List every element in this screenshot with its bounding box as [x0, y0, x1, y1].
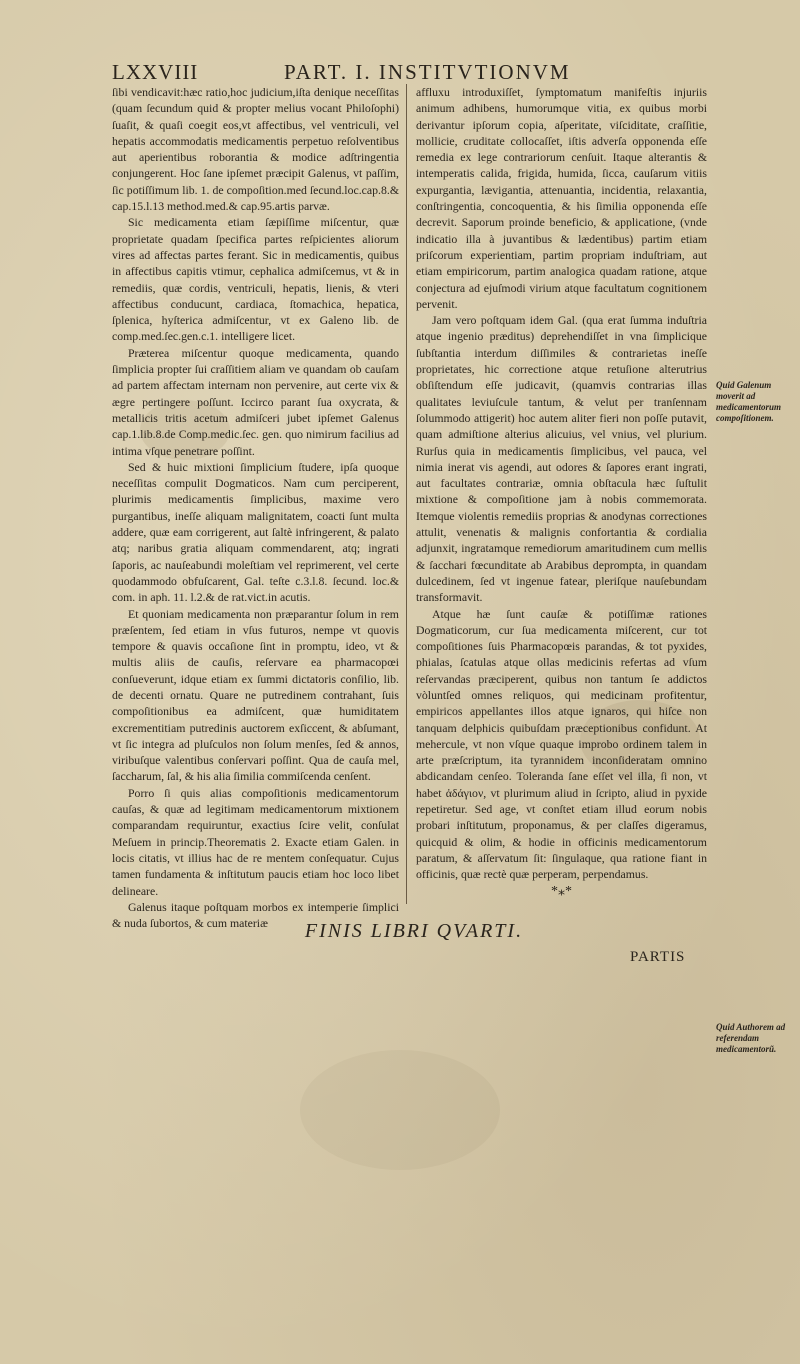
left-paragraph-4: Sed & huic mixtioni ſimplicium ſtudere, ipſa quoque neceſſitas compulit Dogmaticos. Nam cum perciperent, plurimis medicamentis ſimplicibus, maxime vero purgantibus, ineſſe aliquam malignitatem, coacti ſunt multa addere, quæ eam corrigerent, aut ſaltè infringerent, & palato atq; naribus gratia aliquam commendarent, atq; ingrati ſaporis, ac nauſeabundi moleſtiam vel reprimerent, vel certe quodammodo obfuſcarent, Gal. teſte c.3.l.8. ſecund. loc.& com. in aph. 11. l.2.& de rat.vict.in acutis.	[112, 459, 399, 605]
left-paragraph-5: Et quoniam medicamenta non præparantur ſolum in rem præſentem, ſed etiam in vſus futuros, nempe vt quovis tempore & quavis occaſione ſint in promptu, ideo, vt & multis aliis de cauſis, reſervare ea pharmacopœi conſueverunt, idque etiam ex ſummi dictatoris conſilio, lib. de decenti ornatu. Quare ne putredinem contrahant, ſuis compoſitionibus ea admiſcent, quæ humiditatem excrementitiam putredinis auctorem exſiccent, & abſumant, vt ſic integra ad pluſculos non ſolum menſes, ſed & annos, viribuſque valentibus conſervari poſſint. Qua de cauſa mel, ſaccharum, ſal, & his alia ſimilia commiſcenda cenſent.	[112, 606, 399, 784]
right-paragraph-1: affluxu introduxiſſet, ſymptomatum manifeſtis injuriis animum adhibens, humorumque vitia, ex quibus morbi derivantur ipſorum copia, aſperitate, viſciditate, craſſitie, mollicie, cruditate collocaſſet, iſtis adverſa opponenda eſſe remedia ex lege contrariorum cenſuit. Itaque alterantis & intemperatis calida, frigida, humida, ſicca, cauſarum vitiis expurgantia, lævigantia, attenuantia, incidentia, relaxantia, conſtringentia, concoquentia, & his ſimilia opponenda eſſe decrevit. Saporum proinde beneficio, & applicatione, (vnde indicatio illa à juvantibus & lædentibus) partim etiam priſcorum experientiam, partim propriam induſtriam, aut etiam empiricorum, partim analogica quadam ratione, atque conjectura ad ejuſmodi virium atque facultatum cognitionem pervenit.	[416, 85, 707, 311]
left-column	[112, 84, 399, 931]
catchword: PARTIS	[630, 949, 686, 965]
left-paragraph-1: ſibi vendicavit:hæc ratio,hoc judicium,iſta denique neceſſitas (quam ſecundum quid & propter melius vocant Philoſophi) ſuaſit, & quaſi coegit eos,vt affectibus, vel ventriculi, vel hepatis accommodatis medicamentis perpetuo reſolventibus aut aperientibus roborantia & modice adſtringentia conjungerent. Hoc ſane ipſemet præcipit Galenus, vt paſſim, ſic potiſſimum lib. 1. de compoſition.med ſecund.loc.cap.8.& cap.15.l.13 method.med.& cap.95.artis parvæ.	[112, 85, 399, 214]
margin-note-2: Quid Authorem ad referendam medicamentorũ.	[716, 1022, 786, 1054]
left-paragraph-7: Galenus itaque poſtquam morbos ex intemperie ſimplici & nuda ſubortos, & cum materiæ	[112, 899, 399, 931]
finis-libri: FINIS LIBRI QVARTI.	[304, 920, 524, 942]
left-paragraph-3: Præterea miſcentur quoque medicamenta, quando ſimplicia propter ſui craſſitiem aliam ve quandam ob cauſam ad partem affectam internam non pervenire, aut certe vix & ægre pertingere poſſunt. Iccirco parant ſua oxycrata, & metallicis tritis acetum admiſceri jubet ipſemet Galenus cap.1.lib.8.de Comp.medic.ſec. gen. quo nimirum facilius ad intima vſque penetrare poſſint.	[112, 345, 399, 458]
right-paragraph-2: Jam vero poſtquam idem Gal. (qua erat ſumma induſtria atque ingenio præditus) deprehendiſſet in vna ſimplicique ſubſtantia interdum diſſimiles & contrarietas ineſſe proprietates, hic correctione atque retuſione alterutrius obſiſtendum eſſe judicavit, (quamvis contrarias illas qualitates leviuſcule tantum, & velut per tranſennam ſolummodo attigerit) hoc autem aliter fieri non poſſe putavit, quam admiſtione alterius alicuius, vel vnius, vel plurium. Rurſus quia in medicamentis ſimplicibus, vel pauca, vel nimia inerat vis agendi, aut odores & ſapores erant ingrati, aut facultates contrariæ, omnia obſtacula hæc ſuſtulit mixtione & compoſitione jam à nobis commemorata. Itemque violentis remediis proprias & anodynas correctiones attulit, venenatis & malignis confortantia & cordialia adjunxit, ingratamque remediorum amaritudinem cum mellis & ſacchari fœcunditate ab Arabibus deprompta, in quandam dulcedinem, ſed vt ingenue fatear, pleriſque nauſebundam transformavit.	[416, 313, 707, 605]
margin-note-1: Quid Galenum moverit ad medicamentorum compoſitionem.	[716, 380, 781, 423]
left-paragraph-6: Porro ſi quis alias compoſitionis medicamentorum cauſas, & quæ ad legitimam medicamentorum mixtionem comparandam requiruntur, exactius ſcire velit, conſulat Meſuem in princip.Theorematis 2. Exacte etiam Galen. in locis citatis, vt illius hac de re mentem conſequatur. Cujus tamen fundamenta & inſtitutum paucis etiam hoc loco libet delineare.	[112, 785, 399, 898]
running-title: PART. I. INSTITVTIONVM	[284, 60, 571, 84]
right-paragraph-3: Atque hæ ſunt cauſæ & potiſſimæ rationes Dogmaticorum, cur ſua medicamenta miſcerent, cur tot compoſitiones ſuis Pharmacopœis parandas, & tot pyxides, phialas, ſcatulas atque ollas medicinis refertas ad vſum reſervandas præciperent, quibus non tantum ſe addictos vòluntſed omnes reliquos, qui medicinam profitentur, empiricos appellantes illos atque ignaros, qui hiſce non tanquam delphicis quibuſdam præceptionibus confidunt. At mehercule, vt non vſque quaque improbo ordinem talem in arte præſcriptum, ita tyrannidem inconſideratam omnino abdicandam cenſeo. Toleranda ſane eſſet vel illa, ſi non, vt habet ἀδάγιον, vt plurimum aliud in ſcripto, aliud in pyxide repetiretur. Sed age, vt conſtet etiam illud eorum nobis probari inſtitutum, proponamus, & per claſſes digeramus, quicquid & olim, & hodie in officinis medicamentorum paratum, & aſſervatum ſit: ſingulaque, qua ratione fiant in officinis, quæ rectè quæ perperam, perpendamus.	[416, 606, 707, 882]
page-number: LXXVIII	[112, 60, 199, 84]
right-column	[416, 84, 707, 899]
column-divider	[406, 84, 407, 904]
asterism: *⁎*	[551, 883, 572, 899]
left-paragraph-2: Sic medicamenta etiam ſæpiſſime miſcentur, quæ proprietate quadam ſpecifica partes reſpicientes aliorum vires ad affectas partes ferant. Sic in medicamentis, quibus in affectibus capitis vtimur, cephalica admiſcemus, vt & in remediis, quæ cordis, ventriculi, hepatis, lienis, & vteri affectibus conducunt, cardiaca, ſtomachica, hepatica, ſplenica, hyſterica admiſcentur, vt ex Galeno lib. de comp.med.ſec.gen.c.1. intelligere licet.	[112, 215, 399, 344]
